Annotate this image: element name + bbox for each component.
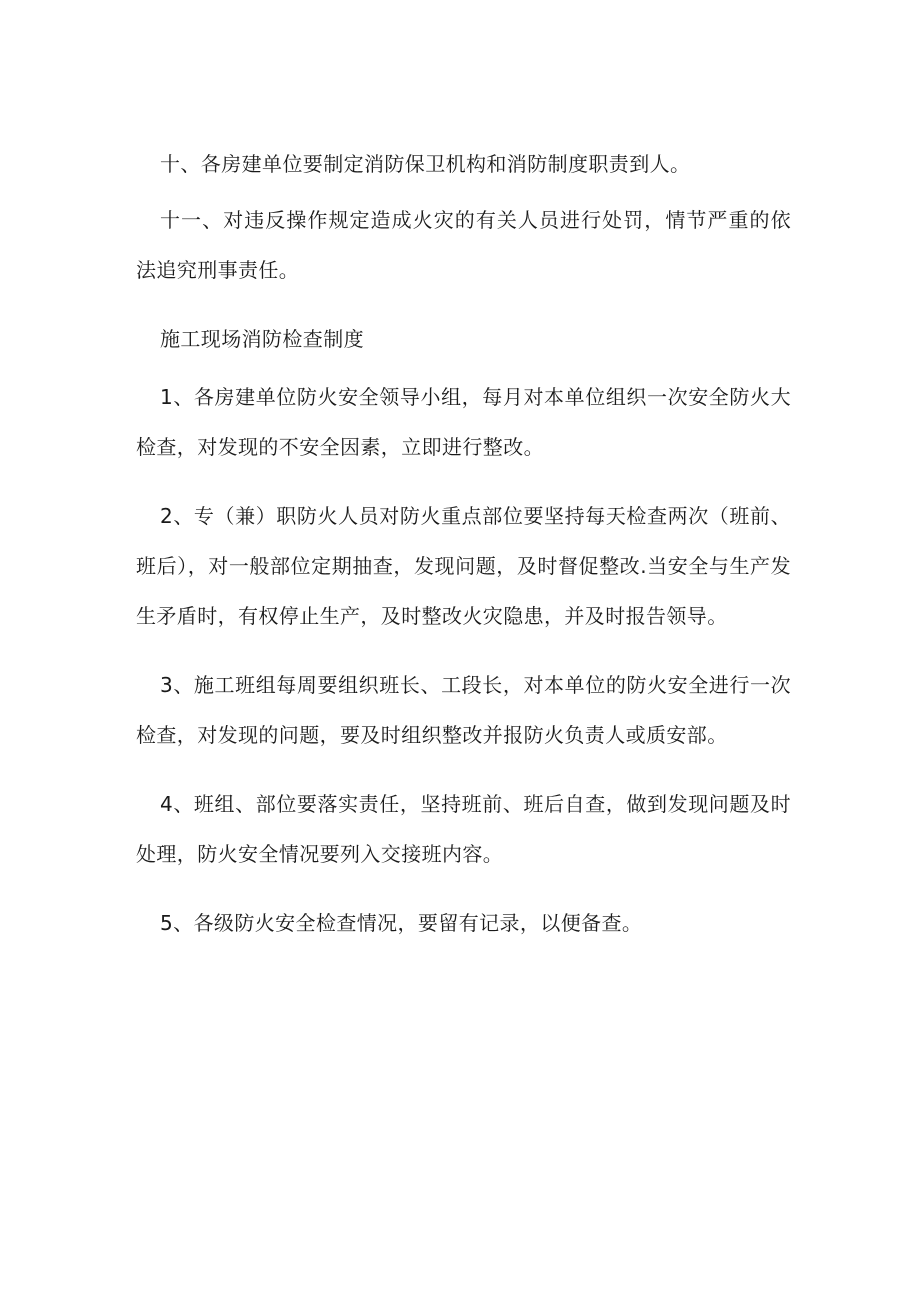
document-body (136, 139, 791, 967)
paragraph-rule-4: 4、班组、部位要落实责任，坚持班前、班后自查，做到发现问题及时处理，防火安全情况要列入交接班内容。 (136, 792, 791, 866)
section-heading: 施工现场消防检查制度 (160, 327, 364, 351)
paragraph-rule-1: 1、各房建单位防火安全领导小组，每月对本单位组织一次安全防火大检查，对发现的不安全因素，立即进行整改。 (136, 385, 791, 459)
paragraph-item-10: 十、各房建单位要制定消防保卫机构和消防制度职责到人。 (160, 152, 691, 176)
paragraph-rule-3: 3、施工班组每周要组织班长、工段长，对本单位的防火安全进行一次检查，对发现的问题，要及时组织整改并报防火负责人或质安部。 (136, 673, 791, 747)
paragraph-item-11: 十一、对违反操作规定造成火灾的有关人员进行处罚，情节严重的依法追究刑事责任。 (136, 208, 791, 282)
paragraph-rule-5: 5、各级防火安全检查情况，要留有记录，以便备查。 (160, 911, 643, 935)
paragraph-rule-2: 2、专（兼）职防火人员对防火重点部位要坚持每天检查两次（班前、班后），对一般部位定期抽查，发现问题，及时督促整改.当安全与生产发生矛盾时，有权停止生产，及时整改火灾隐患，并及时报告领导。 (136, 504, 791, 628)
